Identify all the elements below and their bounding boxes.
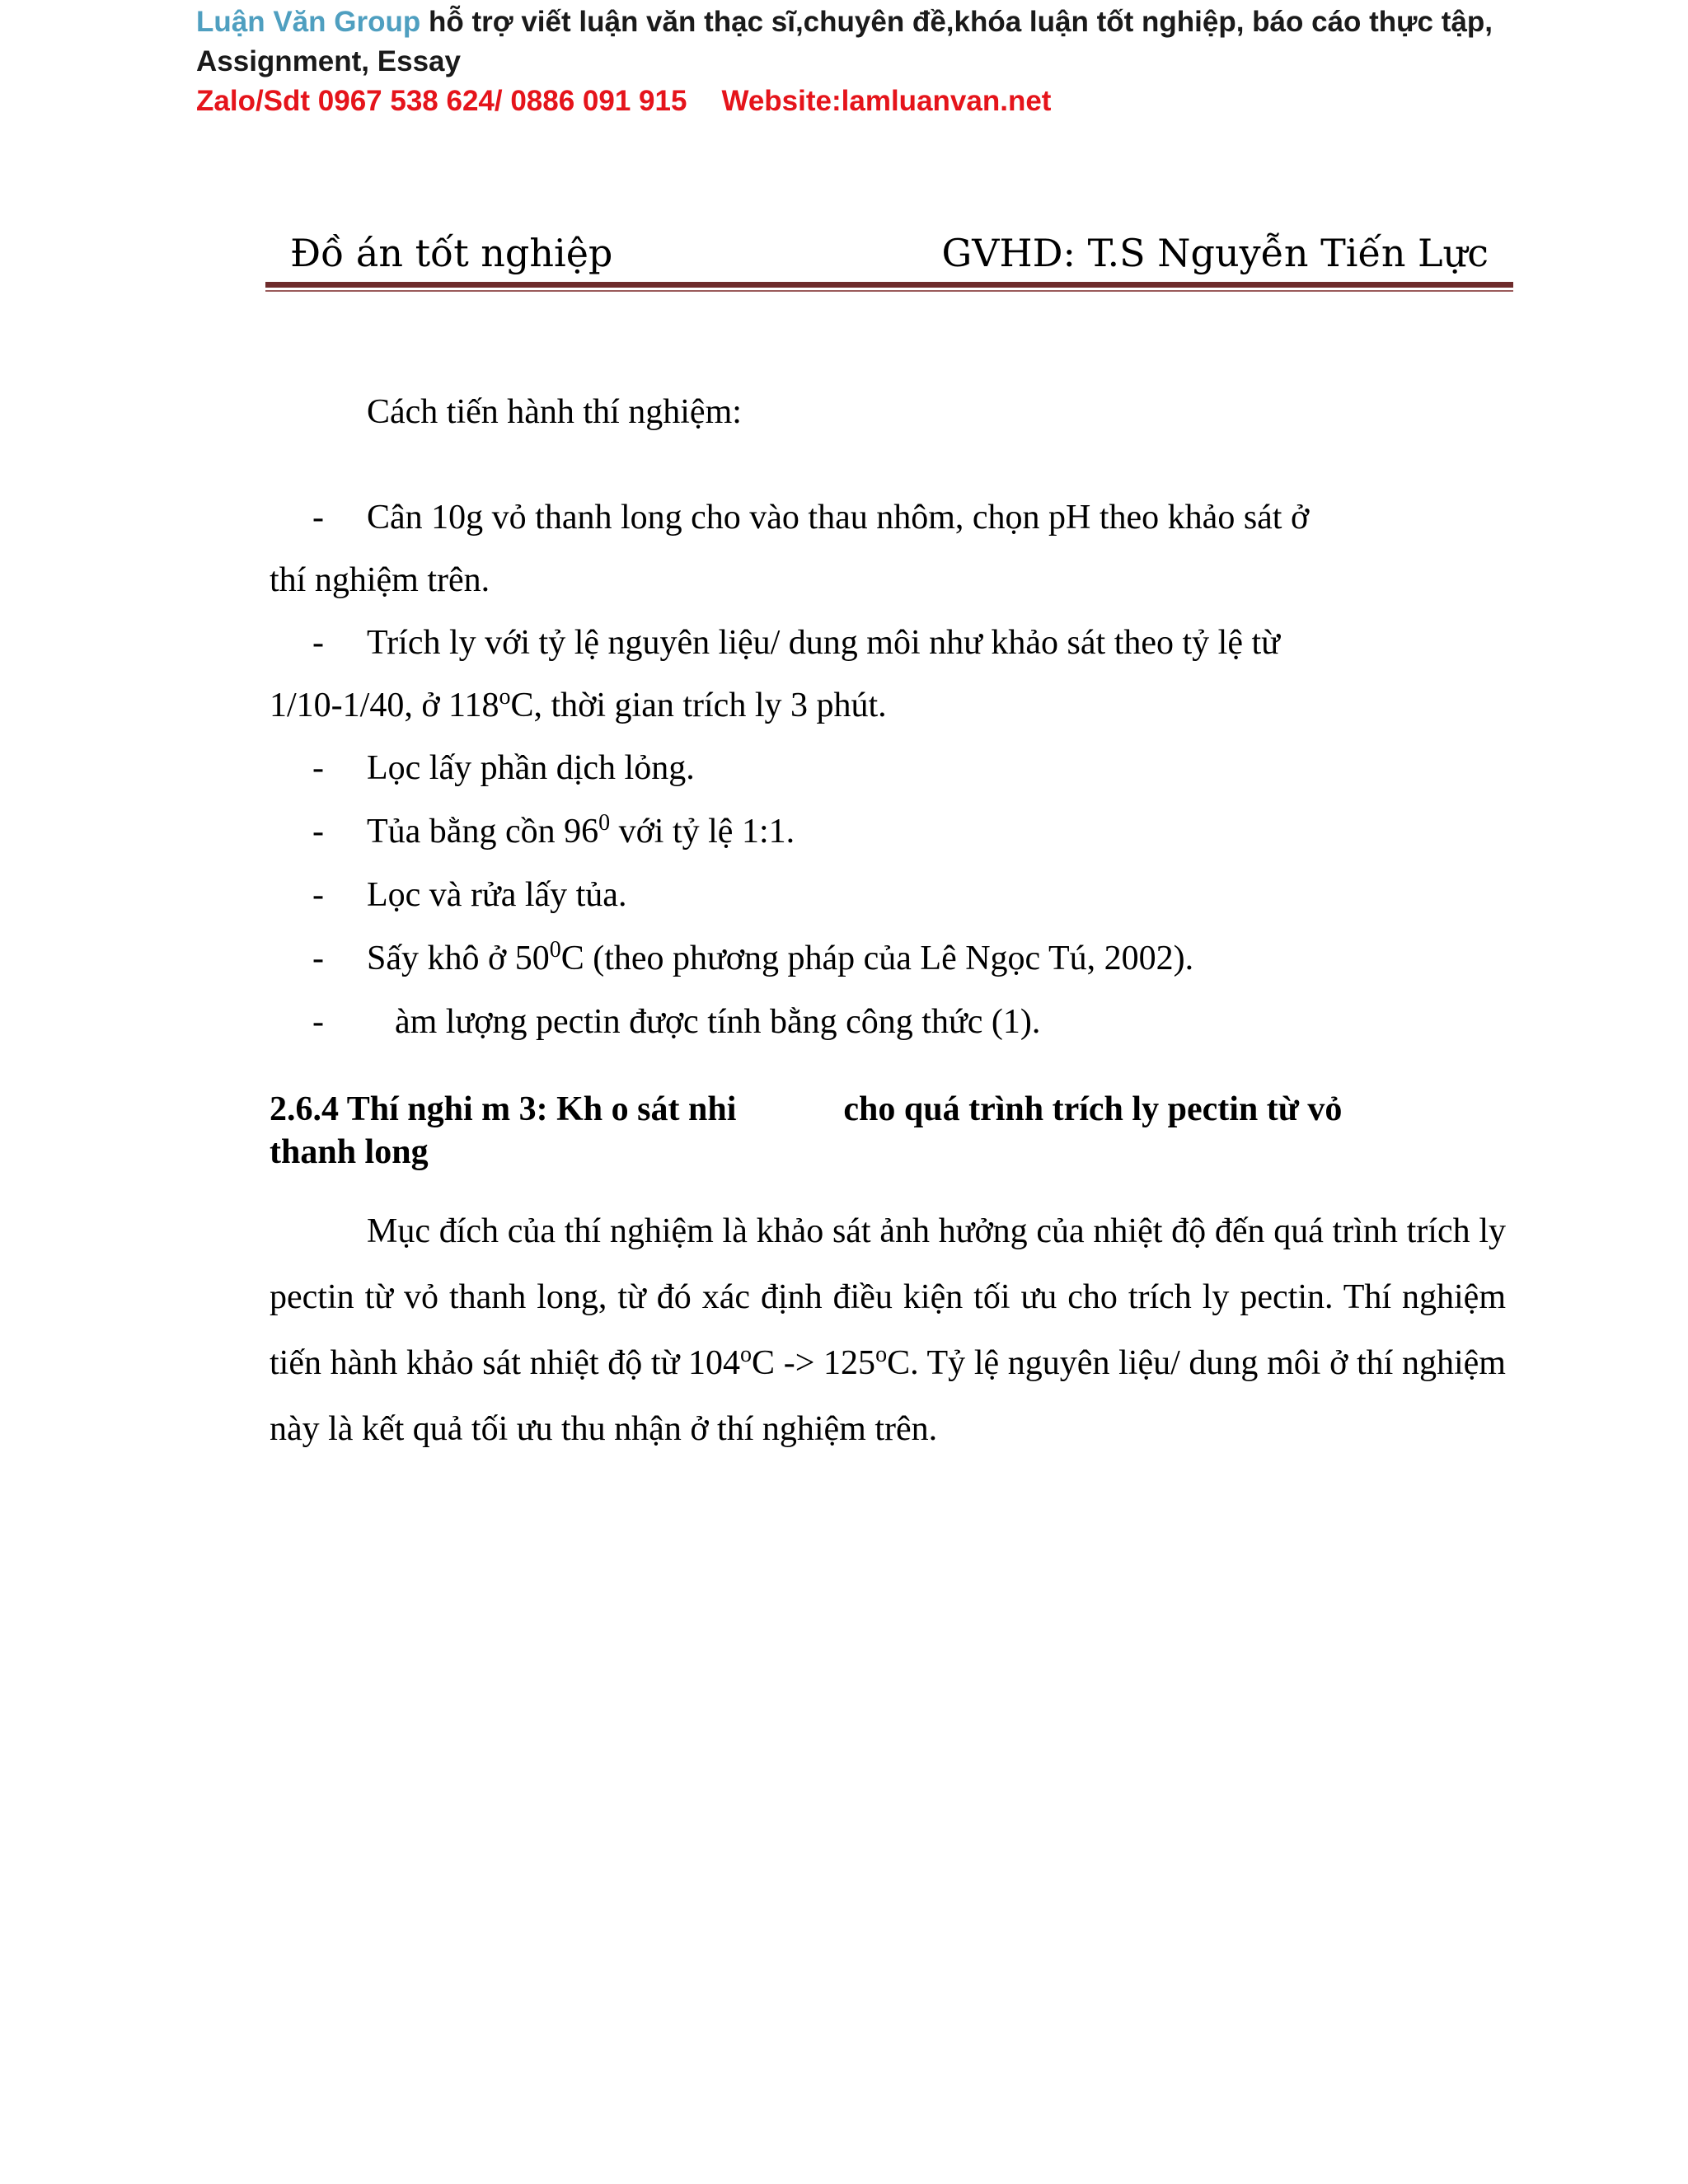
header-advisor: GVHD: T.S Nguyễn Tiến Lực bbox=[941, 231, 1489, 275]
step-1 bbox=[270, 486, 1506, 612]
step-1-text-a: Cân 10g vỏ thanh long cho vào thau nhôm, chọn pH theo khảo sát ở bbox=[367, 499, 1310, 537]
step-1-text-b: thí nghiệm trên. bbox=[270, 561, 490, 599]
page-header bbox=[265, 224, 1513, 290]
step-dash: - bbox=[312, 499, 324, 537]
page-content bbox=[270, 387, 1506, 1462]
step-5 bbox=[270, 864, 1506, 926]
header-title: Đồ án tốt nghiệp bbox=[290, 231, 613, 275]
section-heading-b: cho quá trình trích ly pectin từ vỏ bbox=[843, 1090, 1343, 1128]
step-2-text-b bbox=[270, 674, 1506, 737]
step-2-text-b1: 1/10-1/40, ở 118 bbox=[270, 687, 499, 724]
degree-sup: 0 bbox=[598, 810, 611, 836]
brand-name: Luận Văn Group bbox=[196, 6, 421, 38]
step-4 bbox=[270, 799, 1506, 864]
step-dash: - bbox=[312, 1003, 324, 1041]
banner-line-1 bbox=[196, 2, 1556, 42]
section-heading-c: thanh long bbox=[270, 1133, 429, 1171]
step-7-text: àm lượng pectin được tính bằng công thức (1). bbox=[395, 1003, 1041, 1041]
banner-contact-line bbox=[196, 82, 1556, 121]
step-2-text-a: Trích ly với tỷ lệ nguyên liệu/ dung môi như khảo sát theo tỷ lệ từ bbox=[367, 624, 1280, 662]
procedure-intro: Cách tiến hành thí nghiệm: bbox=[367, 393, 742, 431]
step-2-text-b2: C, thời gian trích ly 3 phút. bbox=[510, 687, 887, 724]
section-paragraph bbox=[270, 1198, 1506, 1462]
step-3 bbox=[270, 737, 1506, 799]
degree-sup: o bbox=[499, 684, 511, 710]
step-dash: - bbox=[312, 876, 324, 914]
paragraph-part-1: Mục đích của thí nghiệm là khảo sát ảnh hưởng của nhiệt độ đến quá trình trích ly pectin từ vỏ thanh long, từ đó xác định điều kiện tối ưu cho trích ly pectin. Thí nghiệm tiến hành khảo sát nhiệt độ từ 104 bbox=[270, 1212, 1506, 1382]
step-3-text: Lọc lấy phần dịch lỏng. bbox=[367, 749, 695, 787]
degree-sup: 0 bbox=[549, 937, 561, 963]
degree-sup: o bbox=[875, 1342, 888, 1367]
step-2 bbox=[270, 612, 1506, 737]
step-dash: - bbox=[312, 624, 324, 662]
paragraph-part-3: C. Tỷ lệ nguyên liệu/ dung môi ở thí nghiệm này là kết quả tối ưu thu nhận ở thí nghiệm trên. bbox=[270, 1344, 1506, 1448]
step-7 bbox=[270, 991, 1506, 1053]
step-4-text-b: với tỷ lệ 1:1. bbox=[610, 813, 795, 851]
banner-website: Website:lamluanvan.net bbox=[721, 85, 1052, 117]
section-heading bbox=[270, 1088, 1506, 1174]
section-heading-a: 2.6.4 Thí nghi m 3: Kh o sát nhi bbox=[270, 1090, 737, 1128]
step-6-text-b: C (theo phương pháp của Lê Ngọc Tú, 2002). bbox=[560, 940, 1194, 977]
step-6-text-a: Sấy khô ở 50 bbox=[367, 940, 550, 977]
banner-tagline: hỗ trợ viết luận văn thạc sĩ,chuyên đề,khóa luận tốt nghiệp, báo cáo thực tập, bbox=[428, 6, 1493, 38]
header-rule-thin bbox=[265, 290, 1513, 292]
paragraph-part-2: C -> 125 bbox=[752, 1344, 876, 1382]
step-4-text-a: Tủa bằng cồn 96 bbox=[367, 813, 599, 851]
header-rule-thick bbox=[265, 282, 1513, 288]
banner-contact: Zalo/Sdt 0967 538 624/ 0886 091 915 bbox=[196, 85, 687, 117]
step-dash: - bbox=[312, 940, 324, 977]
advert-banner bbox=[196, 0, 1556, 121]
step-dash: - bbox=[312, 749, 324, 787]
step-6 bbox=[270, 926, 1506, 991]
step-5-text: Lọc và rửa lấy tủa. bbox=[367, 876, 627, 914]
degree-sup: o bbox=[740, 1342, 753, 1367]
step-dash: - bbox=[312, 813, 324, 851]
banner-tagline-2: Assignment, Essay bbox=[196, 45, 461, 77]
